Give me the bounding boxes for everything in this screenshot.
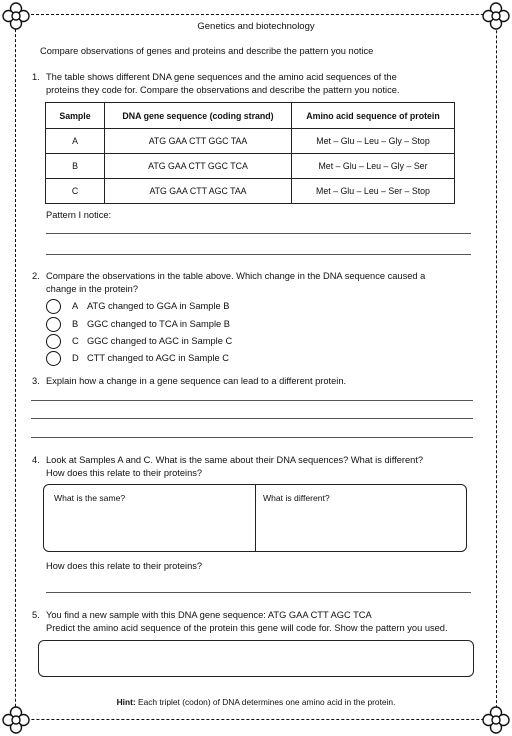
- table-cell: A: [46, 129, 105, 154]
- table-row: [46, 129, 455, 154]
- table-row: [46, 179, 455, 204]
- question-number: 1.: [32, 72, 40, 82]
- same-label: What is the same?: [54, 493, 126, 503]
- compare-box: [43, 484, 467, 552]
- radio-circle[interactable]: [46, 334, 61, 349]
- table-cell: C: [46, 179, 105, 204]
- table-cell: ATG GAA CTT GGC TAA: [105, 129, 292, 154]
- question-2-line-1: Compare the observations in the table above. Which change in the DNA sequence caused a: [46, 271, 426, 281]
- table-cell: ATG GAA CTT GGC TCA: [105, 154, 292, 179]
- question-2-line-2: change in the protein?: [46, 284, 139, 294]
- hint-label: Hint:: [116, 697, 136, 707]
- hint-body: Each triplet (codon) of DNA determines one amino acid in the protein.: [137, 697, 396, 707]
- answer-line[interactable]: [31, 400, 473, 401]
- pattern-label: Pattern I notice:: [46, 210, 112, 220]
- option-text: GGC changed to TCA in Sample B: [87, 319, 230, 329]
- sequence-table: [45, 102, 455, 204]
- column-header: DNA gene sequence (coding strand): [105, 103, 292, 129]
- answer-line[interactable]: [46, 233, 471, 234]
- relate-label: How does this relate to their proteins?: [46, 561, 203, 571]
- question-number: 2.: [32, 271, 40, 281]
- table-cell: Met – Glu – Leu – Gly – Ser: [292, 154, 455, 179]
- option-text: ATG changed to GGA in Sample B: [87, 301, 230, 311]
- question-4-line-2: How does this relate to their proteins?: [46, 468, 203, 478]
- question-3-line-1: Explain how a change in a gene sequence can lead to a different protein.: [46, 376, 347, 386]
- question-4-line-1: Look at Samples A and C. What is the same about their DNA sequences? What is different?: [46, 455, 424, 465]
- option-letter: A: [72, 301, 79, 311]
- flower-corner-icon: [2, 706, 30, 734]
- option-text: CTT changed to AGC in Sample C: [87, 353, 229, 363]
- answer-line[interactable]: [31, 437, 473, 438]
- different-label: What is different?: [263, 493, 330, 503]
- intro-text: Compare observations of genes and proteins and describe the pattern you notice: [40, 46, 374, 56]
- table-cell: Met – Glu – Leu – Gly – Stop: [292, 129, 455, 154]
- table-header-row: [46, 103, 455, 129]
- box-divider: [255, 485, 256, 551]
- answer-line[interactable]: [46, 254, 471, 255]
- question-1: [32, 71, 400, 97]
- question-5-line-1: You find a new sample with this DNA gene sequence: ATG GAA CTT AGC TCA: [46, 610, 372, 620]
- answer-line[interactable]: [31, 418, 473, 419]
- page-title: Genetics and biotechnology: [197, 21, 315, 32]
- option-letter: C: [72, 336, 79, 346]
- question-number: 5.: [32, 610, 40, 620]
- table-cell: ATG GAA CTT AGC TAA: [105, 179, 292, 204]
- question-4: [32, 454, 424, 480]
- option-text: GGC changed to AGC in Sample C: [87, 336, 233, 346]
- question-number: 3.: [32, 376, 40, 386]
- column-header: Amino acid sequence of protein: [292, 103, 455, 129]
- answer-line[interactable]: [46, 592, 471, 593]
- hint-text: [0, 697, 512, 707]
- question-1-line-1: The table shows different DNA gene sequences and the amino acid sequences of the: [46, 72, 397, 82]
- prediction-answer-box[interactable]: [38, 640, 474, 677]
- table-row: [46, 154, 455, 179]
- radio-circle[interactable]: [46, 317, 61, 332]
- question-5-line-2: Predict the amino acid sequence of the protein this gene will code for. Show the pattern you used.: [46, 623, 448, 633]
- flower-corner-icon: [482, 706, 510, 734]
- question-1-line-2: proteins they code for. Compare the observations and describe the pattern you notice.: [46, 85, 400, 95]
- option-letter: D: [72, 353, 79, 363]
- table-cell: Met – Glu – Leu – Ser – Stop: [292, 179, 455, 204]
- option-letter: B: [72, 319, 79, 329]
- question-3: [32, 375, 347, 388]
- radio-circle[interactable]: [46, 351, 61, 366]
- question-number: 4.: [32, 455, 40, 465]
- question-5: [32, 609, 448, 635]
- radio-circle[interactable]: [46, 299, 61, 314]
- question-2: [32, 270, 426, 296]
- column-header: Sample: [46, 103, 105, 129]
- table-cell: B: [46, 154, 105, 179]
